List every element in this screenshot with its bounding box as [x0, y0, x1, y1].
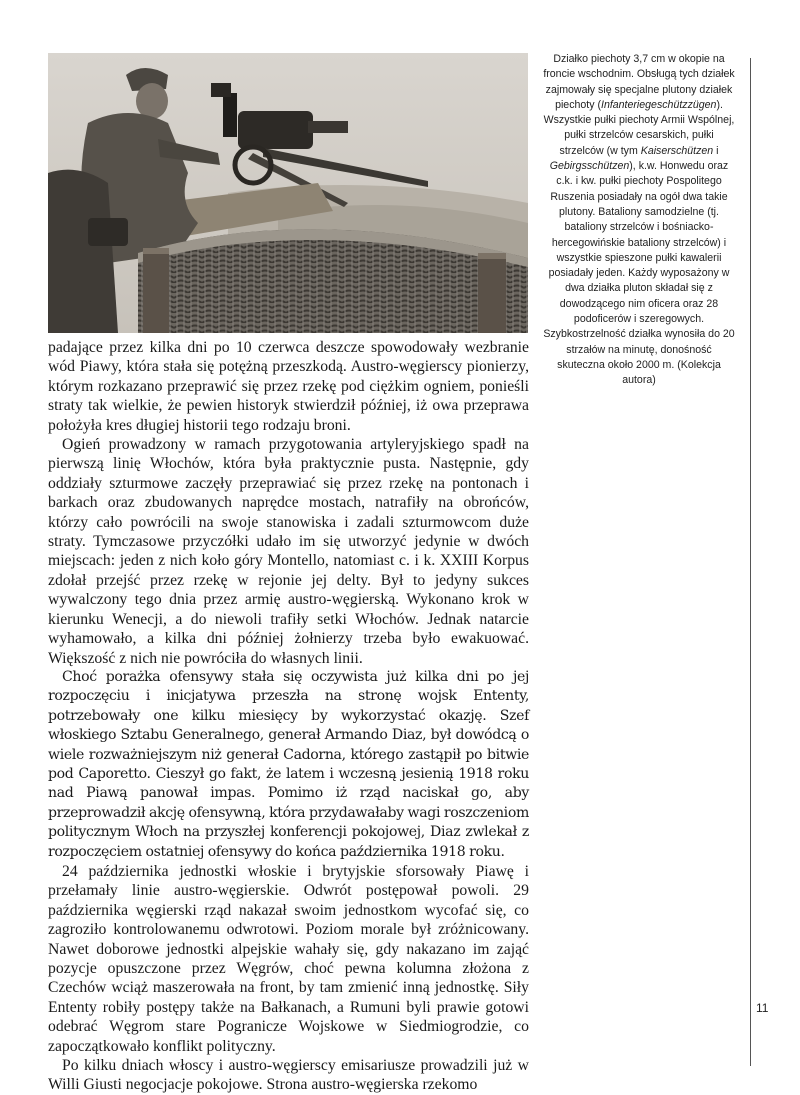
margin-rule [750, 58, 751, 1066]
caption-text-3: i [713, 144, 719, 157]
paragraph-1: padające przez kilka dni po 10 czerwca deszcze spowodowały wezbranie wód Piawy, która stała się potężną przeszkodą. Austro-węgierscy pionierzy, którym rozkazano przeprawić się przez rzekę pod ciężkim ogniem, ponieśli straty tak wielkie, że pewien historyk stwierdził później, iż owa przeprawa położyła kres długiej historii tego rodzaju broni. [48, 339, 529, 434]
paragraph-4: 24 października jednostki włoskie i brytyjskie sforsowały Piawę i przełamały linie austro-węgierskie. Odwrót postępował powoli. 29 października węgierski rząd nakazał swoim jednostkom wycofać się, co zagroziło kontrolowanemu odwrotowi. Poziom morale był zróżnicowany. Nawet doborowe jednostki alpejskie wahały się, gdy nakazano im zająć pozycje opuszczone przez Węgrów, choć pewna kolumna złożona z Czechów wciąż maszerowała na front, by tam zmienić inną jednostkę. Siły Ententy robiły postępy także na Bałkanach, a Rumuni byli prawie gotowi odebrać Węgrom stare Pogranicze Wojskowe w Siedmiogrodzie, co zapoczątkowało konflikt polityczny. [48, 862, 529, 1055]
caption-term-kaiserschutzen: Kaiserschützen [640, 144, 714, 157]
caption-text-1: Działko piechoty 3,7 cm w okopie na froncie wschodnim. Obsługą tych działek zajmowały się specjalne plutony działek piechoty ( [543, 53, 735, 111]
caption-term-infanteriegeschutzzugen: Infanteriegeschützzügen [601, 98, 717, 111]
photo-illustration [48, 53, 528, 333]
photo-infantry-gun [48, 53, 528, 333]
page-number: 11 [756, 1001, 769, 1015]
caption-text-4: ), k.w. Honwedu oraz c.k. i kw. pułki piechoty Pospolitego Ruszenia posiadały na ogół dwa takie plutony. Bataliony samodzielne (tj. bataliony strzelców i bośniacko-hercegowińskie bataliony strzelców) i wszystkie spieszone pułki kawalerii posiadały jeden. Każdy wyposażony w dwa działka pluton składał się z dowodzącego nim oficera oraz 28 podoficerów i szeregowych. Szybkostrzelność działka wynosiła do 20 strzałów na minutę, donośność skuteczna około 2000 m. (Kolekcja autora) [543, 160, 735, 387]
paragraph-3: Choć porażka ofensywy stała się oczywista już kilka dni po jej rozpoczęciu i inicjatywa przeszła na stronę wojsk Ententy, potrzebowały one kilku miesięcy by wykorzystać okazję. Szef włoskiego Sztabu Generalnego, generał Armando Diaz, był dowódcą o wiele rozważniejszym niż generał Cadorna, którego zastąpił po bitwie pod Caporetto. Cieszył go fakt, że latem i wczesną jesienią 1918 roku nad Piawą panował impas. Pomimo iż rząd naciskał go, aby przeprowadził akcję ofensywną, która przydawałaby wagi roszczeniom politycznym Włoch na przyszłej konferencji pokojowej, Diaz zwlekał z rozpoczęciem ostatniej ofensywy do końca października 1918 roku. [48, 668, 529, 860]
caption-term-gebirgsschutzen: Gebirgsschützen [549, 160, 630, 173]
paragraph-2: Ogień prowadzony w ramach przygotowania artyleryjskiego spadł na pierwszą linię Włochów, która była praktycznie pusta. Następnie, gdy oddziały szturmowe zaczęły przeprawiać się przez rzekę na pontonach i barkach oraz zbudowanych naprędce mostach, natrafiły na obrońców, którzy cało powrócili na swoje stanowiska i zadali szturmowcom duże straty. Tymczasowe przyczółki udało im się utworzyć jedynie w dwóch miejscach: jeden z nich koło góry Montello, natomiast c. i k. XXIII Korpus zdołał przejść przez rzekę w rejonie jej delty. Był to jedyny sukces wywalczony tego dnia przez armię austro-węgierską. Wykonano krok w kierunku Wenecji, a do niewoli trafiły setki Włochów. Jednak natarcie wyhamowało, a kilka dni później żołnierzy trzeba było ewakuować. Większość z nich nie powróciła do własnych linii. [48, 436, 529, 667]
caption-text-2: ). Wszystkie pułki piechoty Armii Wspólnej, pułki strzelców cesarskich, pułki strzelców (w tym [543, 98, 735, 157]
photo-caption [541, 52, 737, 389]
paragraph-5: Po kilku dniach włoscy i austro-węgierscy emisariusze prowadzili już w Willi Giusti negocjacje pokojowe. Strona austro-węgierska rzekomo [48, 1057, 529, 1094]
body-text [48, 338, 529, 1095]
